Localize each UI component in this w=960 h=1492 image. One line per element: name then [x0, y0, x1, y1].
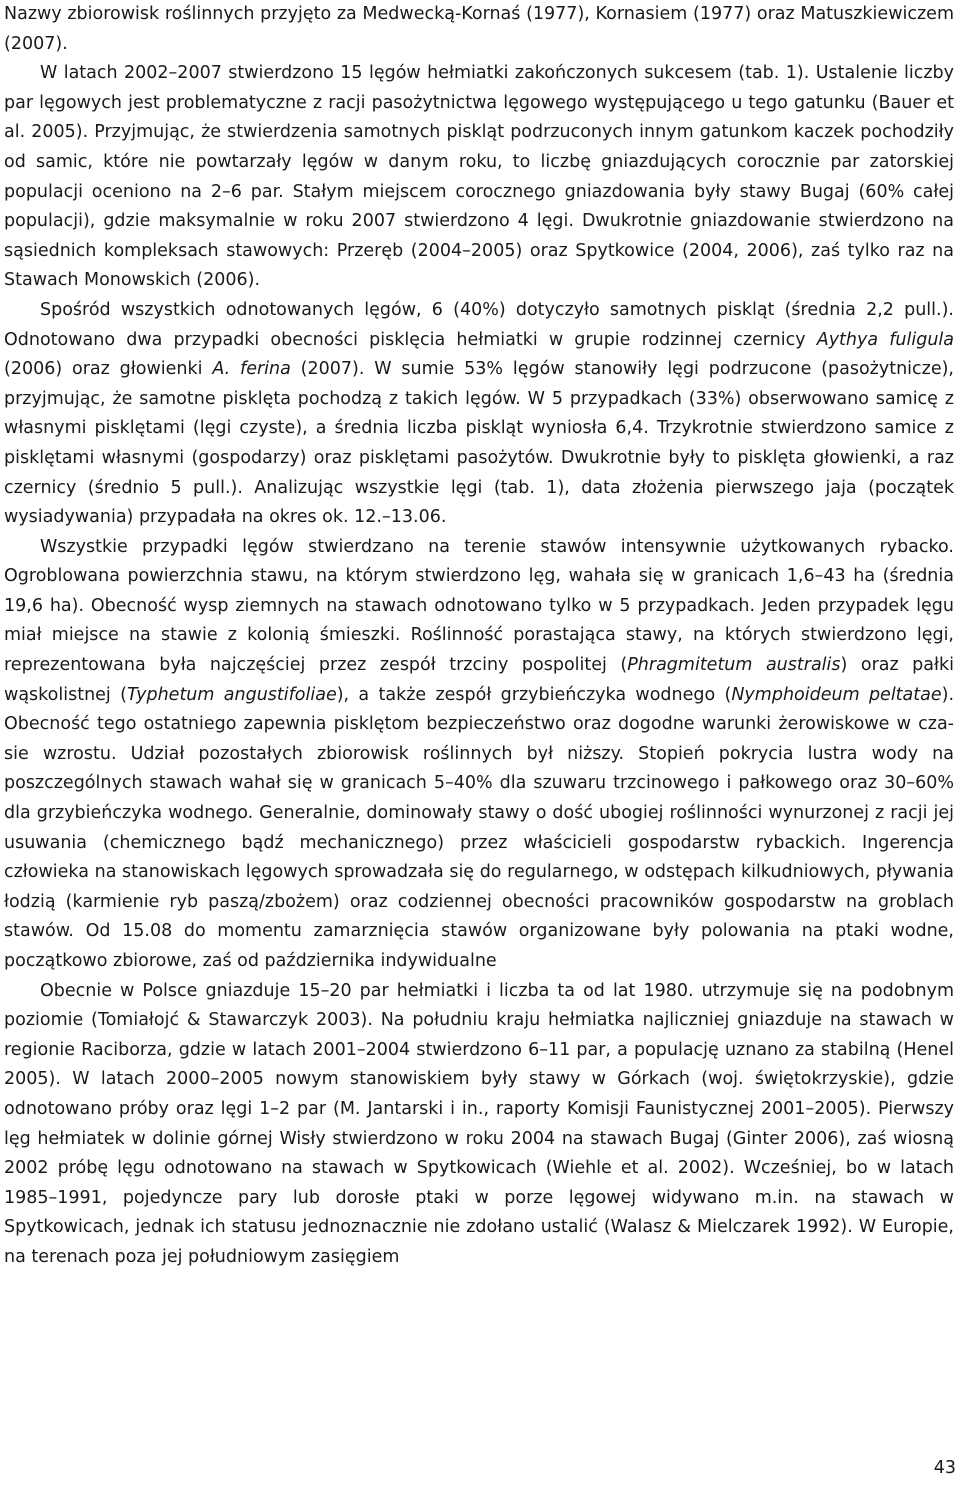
page-number: 43 [933, 1458, 956, 1478]
paragraph [4, 533, 954, 977]
text-run: ), a także zespół grzybieńczyka wodnego ( [336, 684, 732, 705]
paragraph [4, 59, 954, 296]
paragraph [4, 0, 954, 59]
italic-term: Aythya fuligula [816, 329, 954, 350]
text-run: ) oraz pałki wąskolistnej ( [4, 655, 954, 705]
text-run: Spośród wszystkich odnotowanych lęgów, 6 (40%) dotyczyło samotnych piskląt (średnia 2,2 pull.). Odnotowano dwa przypadki obecności pisklęcia hełmiatki w grupie rodzinnej czernicy [4, 299, 954, 350]
text-run: (2007). W sumie 53% lęgów stanowiły lęgi podrzucone (pasożytnicze), przyjmując, że samotne pisklęta pochodzą z takich lęgów. W 5 przypadkach (33%) obserwowano samicę z własnymi pisklętami (lęgi czyste), a średnia liczba piskląt wyniosła 6,4. Trzykrotnie stwierdzono samice z pisklętami własnymi (gospodarzy) oraz pisklętami pasożytów. Dwukrotnie były to pisklęta głowienki, a raz czernicy (średnio 5 pull.). Analizując wszystkie lęgi (tab. 1), data złożenia pierwszego jaja (początek wysiadywania) przypadała na okres ok. 12.–13.06. [4, 359, 954, 528]
italic-term: Typhetum angustifoliae [126, 684, 337, 705]
text-run: Obecnie w Polsce gniazduje 15–20 par hełmiatki i liczba ta od lat 1980. utrzymuje się na podobnym poziomie (Tomiałojć & Stawarczyk 2003). Na południu kraju hełmiatka najliczniej gniazduje na stawach w regionie Raciborza, gdzie w latach 2001–2004 stwierdzono 6–11 par, a populację uznano za stabilną (Henel 2005). W latach 2000–2005 nowym stanowiskiem były stawy w Górkach (woj. świętokrzyskie), gdzie odnotowano próby oraz lęgi 1–2 par (M. Jantarski i in., raporty Komisji Faunistycznej 2001–2005). Pierwszy lęg hełmiatek w dolinie górnej Wisły stwierdzono w roku 2004 na stawach Bugaj (Ginter 2006), zaś wiosną 2002 próbę lęgu odnotowano na stawach w Spytkowicach (Wiehle et al. 2002). Wcześniej, bo w latach 1985–1991, pojedyncze pary lub dorosłe ptaki w porze lęgowej widywano m.in. na stawach w Spytkowicach, jednak ich statusu jednoznacznie nie zdołano ustalić (Walasz & Mielczarek 1992). W Europie, na terenach poza jej południowym zasięgiem [4, 980, 954, 1267]
paragraph [4, 296, 954, 533]
italic-term: Nymphoideum peltatae [731, 684, 942, 705]
text-run: Nazwy zbiorowisk roślinnych przyjęto za Medwecką-Kornaś (1977), Kornasiem (1977) oraz Matuszkiewiczem (2007). [4, 4, 954, 54]
text-run: Wszystkie przypadki lęgów stwierdzano na terenie stawów intensywnie użytkowanych rybacko. Ogroblowana powierzchnia stawu, na którym stwierdzono lęg, wahała się w granicach 1,6–43 ha (średnia 19,6 ha). Obecność wysp ziemnych na stawach odnotowano tylko w 5 przypadkach. Jeden przypadek lęgu miał miejsce na stawie z kolonią śmieszki. Roślinność porastająca stawy, na których stwierdzono lęgi, reprezentowana była najczęściej przez zespół trzciny pospolitej ( [4, 536, 954, 676]
text-run: W latach 2002–2007 stwierdzono 15 lęgów hełmiatki zakończonych sukcesem (tab. 1). Ustalenie liczby par lęgowych jest problematyczne z racji pasożytnictwa lęgowego występującego u tego gatunku (Bauer et al. 2005). Przyjmując, że stwierdzenia samotnych piskląt podrzuconych innym gatunkom kaczek pochodziły od samic, które nie powtarzały lęgów w danym roku, to liczbę gniazdujących corocznie par zatorskiej populacji oceniono na 2–6 par. Stałym miejscem corocznego gniazdowania były stawy Bugaj (60% całej populacji), gdzie maksymalnie w roku 2007 stwierdzono 4 lęgi. Dwukrotnie gniazdowanie stwierdzono na sąsiednich kompleksach stawowych: Przeręb (2004–2005) oraz Spytkowice (2004, 2006), zaś tylko raz na Stawach Monowskich (2006). [4, 63, 954, 291]
italic-term: A. ferina [212, 359, 291, 380]
text-run: ). Obecność tego ostatniego zapewnia pisklętom bezpieczeństwo oraz dogodne warunki żerowiskowe w czasie wzrostu. Udział pozostałych zbiorowisk roślinnych był niższy. Stopień pokrycia lustra wody na poszczególnych stawach wahał się w granicach 5–40% dla szuwaru trzcinowego i pałkowego oraz 30–60% dla grzybieńczyka wodnego. Generalnie, dominowały stawy o dość ubogiej roślinności wynurzonej z racji jej usuwania (chemicznego bądź mechanicznego) przez właścicieli gospodarstw rybackich. Ingerencja człowieka na stanowiskach lęgowych sprowadzała się do regularnego, w odstępach kilkudniowych, pływania łodzią (karmienie ryb paszą/zbożem) oraz codziennej obecności pracowników gospodarstw na groblach stawów. Od 15.08 do momentu zamarznięcia stawów organizowane były polowania na ptaki wodne, początkowo zbiorowe, zaś od października indywidualne [4, 684, 955, 971]
text-run: (2006) oraz głowienki [4, 359, 213, 380]
page-body-text [4, 0, 954, 1273]
paragraph [4, 977, 954, 1273]
italic-term: Phragmitetum australis [627, 655, 841, 676]
